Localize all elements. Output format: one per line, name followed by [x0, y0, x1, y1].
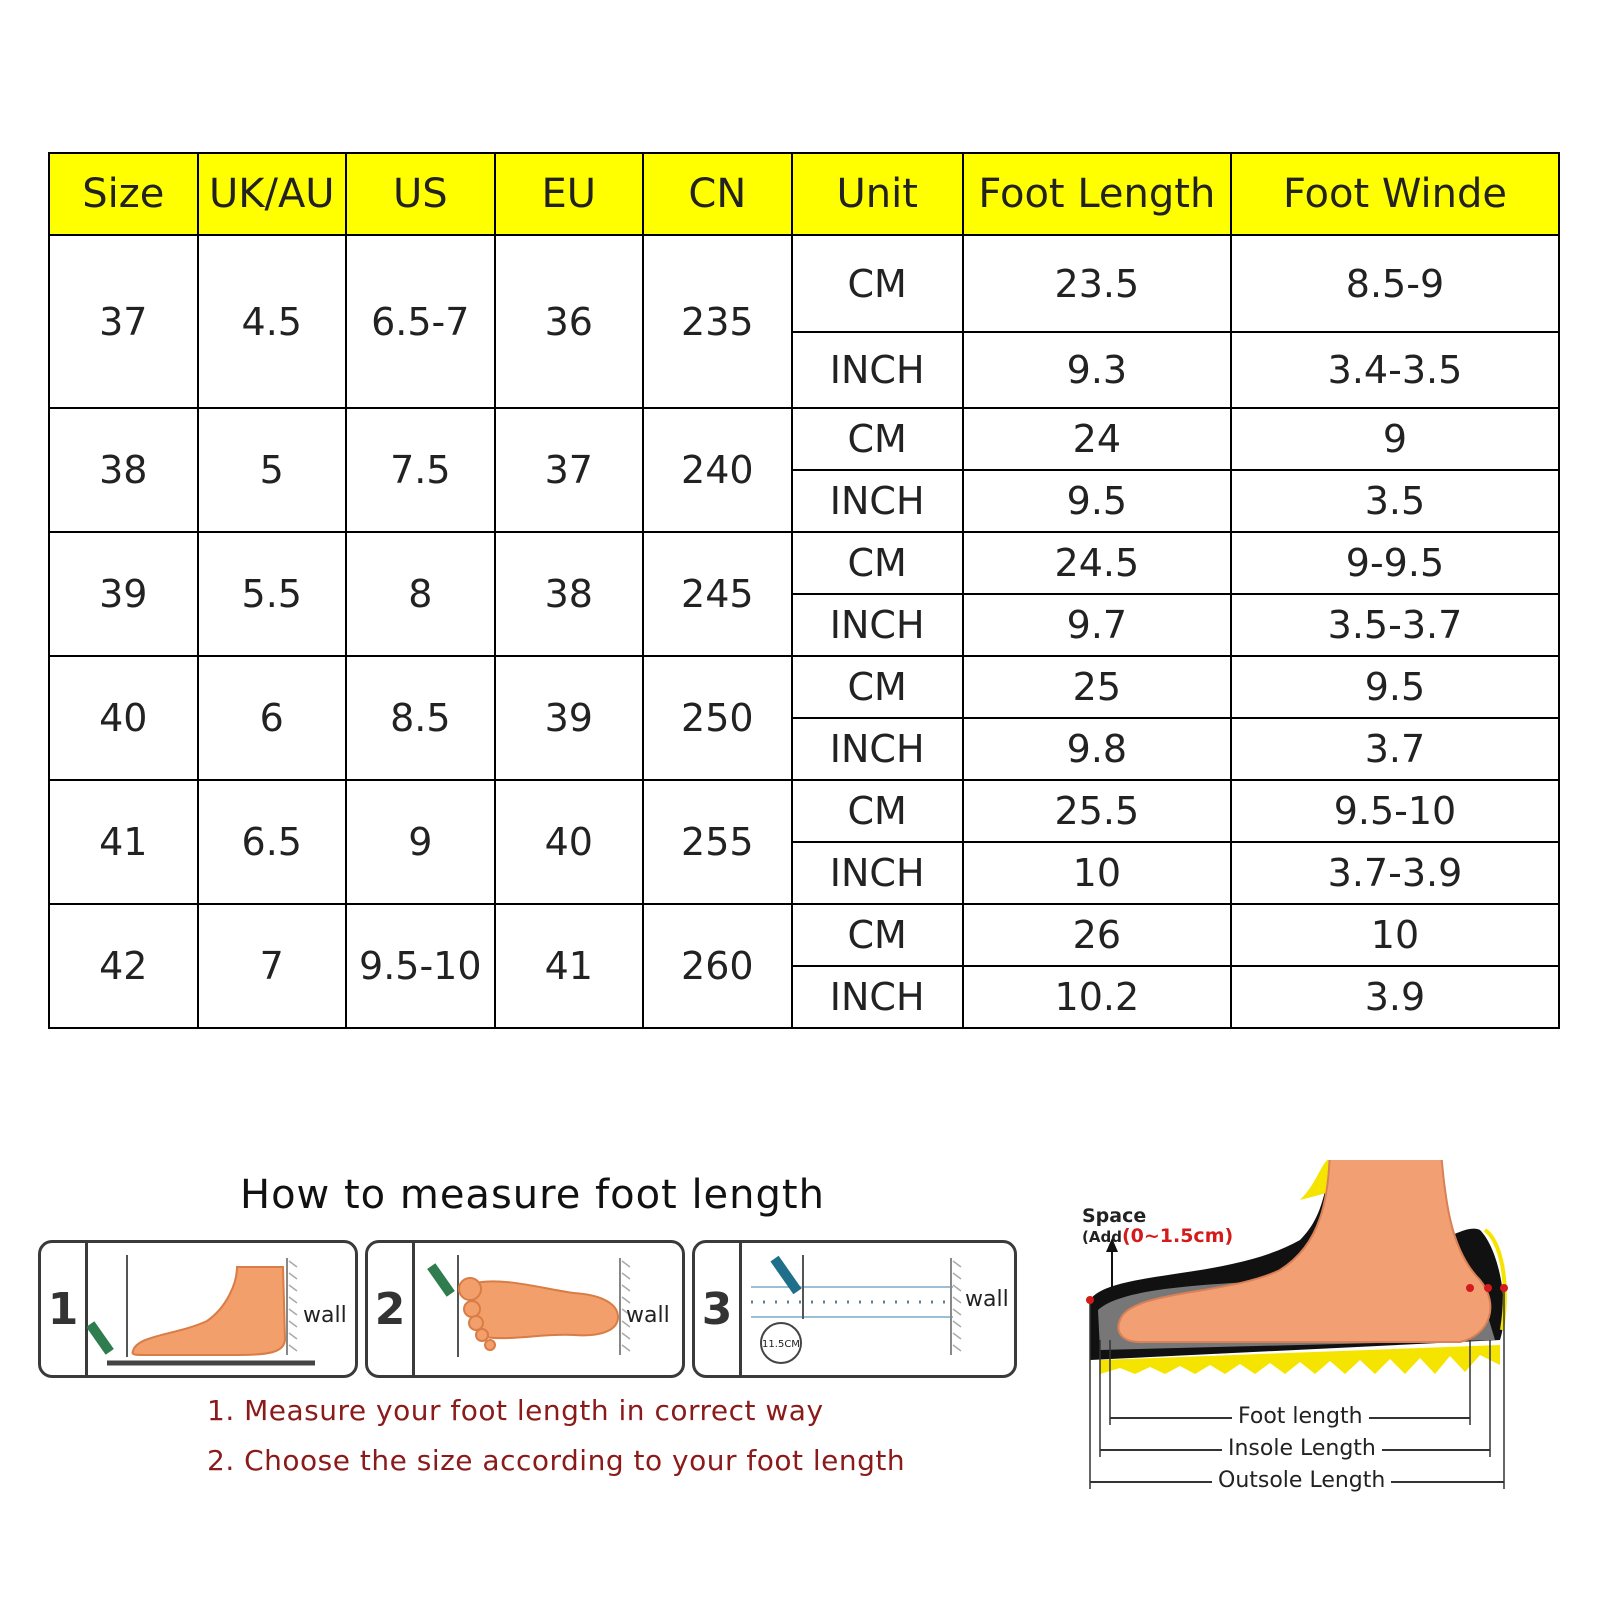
- measure-step-1: [38, 1240, 358, 1378]
- cell-unit: CM: [792, 656, 963, 718]
- cell-foot-length: 10: [963, 842, 1231, 904]
- cell-uk-au: 4.5: [198, 235, 347, 408]
- cell-us: 9.5-10: [346, 904, 495, 1028]
- cell-uk-au: 5: [198, 408, 347, 532]
- cell-eu: 39: [495, 656, 644, 780]
- cell-cn: 260: [643, 904, 792, 1028]
- cell-size: 37: [49, 235, 198, 408]
- cell-foot-width: 9.5: [1231, 656, 1559, 718]
- cell-foot-width: 8.5-9: [1231, 235, 1559, 332]
- cell-foot-width: 3.9: [1231, 966, 1559, 1028]
- cell-us: 6.5-7: [346, 235, 495, 408]
- cell-uk-au: 7: [198, 904, 347, 1028]
- cell-foot-length: 24: [963, 408, 1231, 470]
- step-number: 1: [41, 1243, 88, 1375]
- header-eu: EU: [495, 153, 644, 235]
- cell-eu: 37: [495, 408, 644, 532]
- space-range: (0~1.5cm): [1121, 1225, 1234, 1247]
- cell-unit: CM: [792, 408, 963, 470]
- cell-eu: 40: [495, 780, 644, 904]
- cell-cn: 250: [643, 656, 792, 780]
- cell-foot-length: 10.2: [963, 966, 1231, 1028]
- cell-uk-au: 6: [198, 656, 347, 780]
- cell-unit: INCH: [792, 966, 963, 1028]
- cell-foot-length: 9.5: [963, 470, 1231, 532]
- measure-step-2: [365, 1240, 685, 1378]
- cell-unit: INCH: [792, 842, 963, 904]
- outsole-length-label: Outsole Length: [1212, 1468, 1391, 1493]
- size-chart-table: [48, 152, 1560, 1029]
- instruction-1: 1. Measure your foot length in correct way: [207, 1394, 824, 1427]
- cell-foot-width: 10: [1231, 904, 1559, 966]
- header-foot-length: Foot Length: [963, 153, 1231, 235]
- cell-size: 41: [49, 780, 198, 904]
- table-row: [49, 904, 1559, 966]
- table-header: [49, 153, 1559, 235]
- wall-label: wall: [303, 1303, 347, 1328]
- cell-unit: CM: [792, 235, 963, 332]
- cell-uk-au: 6.5: [198, 780, 347, 904]
- wall-label: wall: [626, 1303, 670, 1328]
- cell-foot-width: 9: [1231, 408, 1559, 470]
- cell-foot-length: 24.5: [963, 532, 1231, 594]
- cell-foot-length: 9.7: [963, 594, 1231, 656]
- cell-foot-width: 3.5-3.7: [1231, 594, 1559, 656]
- cell-size: 42: [49, 904, 198, 1028]
- step-number: 3: [695, 1243, 742, 1375]
- cell-size: 40: [49, 656, 198, 780]
- cell-size: 39: [49, 532, 198, 656]
- cell-unit: CM: [792, 780, 963, 842]
- measure-step-3: [692, 1240, 1017, 1378]
- ruler-mark-label: 11.5CM: [762, 1339, 800, 1350]
- cell-us: 8: [346, 532, 495, 656]
- cell-unit: CM: [792, 904, 963, 966]
- cell-foot-width: 3.4-3.5: [1231, 332, 1559, 408]
- header-cn: CN: [643, 153, 792, 235]
- foot-length-label: Foot length: [1232, 1404, 1369, 1429]
- header-foot-width: Foot Winde: [1231, 153, 1559, 235]
- cell-unit: INCH: [792, 470, 963, 532]
- table-row: [49, 780, 1559, 842]
- cell-foot-length: 25.5: [963, 780, 1231, 842]
- wall-label: wall: [965, 1287, 1009, 1312]
- cell-eu: 41: [495, 904, 644, 1028]
- table-row: [49, 235, 1559, 332]
- table-row: [49, 656, 1559, 718]
- step-number: 2: [368, 1243, 415, 1375]
- header-us: US: [346, 153, 495, 235]
- table-body: [49, 235, 1559, 1028]
- cell-unit: INCH: [792, 332, 963, 408]
- header-row: [49, 153, 1559, 235]
- cell-size: 38: [49, 408, 198, 532]
- cell-foot-width: 3.7-3.9: [1231, 842, 1559, 904]
- insole-length-label: Insole Length: [1222, 1436, 1382, 1461]
- cell-foot-width: 3.5: [1231, 470, 1559, 532]
- cell-foot-length: 25: [963, 656, 1231, 718]
- header-size: Size: [49, 153, 198, 235]
- cell-cn: 235: [643, 235, 792, 408]
- header-unit: Unit: [792, 153, 963, 235]
- cell-uk-au: 5.5: [198, 532, 347, 656]
- cell-foot-width: 3.7: [1231, 718, 1559, 780]
- table-row: [49, 408, 1559, 470]
- cell-foot-length: 9.3: [963, 332, 1231, 408]
- cell-cn: 255: [643, 780, 792, 904]
- cell-unit: CM: [792, 532, 963, 594]
- cell-foot-length: 9.8: [963, 718, 1231, 780]
- cell-unit: INCH: [792, 718, 963, 780]
- cell-us: 7.5: [346, 408, 495, 532]
- cell-cn: 240: [643, 408, 792, 532]
- cell-foot-width: 9-9.5: [1231, 532, 1559, 594]
- cell-foot-length: 23.5: [963, 235, 1231, 332]
- cell-us: 9: [346, 780, 495, 904]
- measure-title: How to measure foot length: [240, 1172, 825, 1218]
- cell-foot-length: 26: [963, 904, 1231, 966]
- table-row: [49, 532, 1559, 594]
- cell-us: 8.5: [346, 656, 495, 780]
- cell-foot-width: 9.5-10: [1231, 780, 1559, 842]
- space-label: [1082, 1206, 1233, 1247]
- header-uk-au: UK/AU: [198, 153, 347, 235]
- cell-eu: 38: [495, 532, 644, 656]
- cell-unit: INCH: [792, 594, 963, 656]
- cell-eu: 36: [495, 235, 644, 408]
- cell-cn: 245: [643, 532, 792, 656]
- space-title: Space: [1082, 1205, 1147, 1227]
- instruction-2: 2. Choose the size according to your foot length: [207, 1444, 906, 1477]
- space-add: (Add: [1082, 1228, 1122, 1246]
